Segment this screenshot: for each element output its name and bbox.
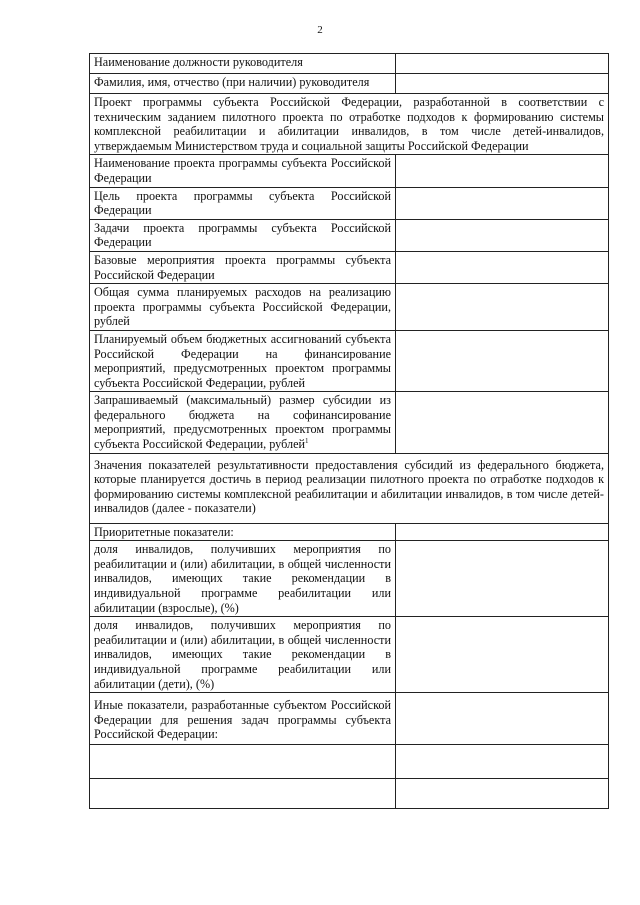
adults-indicator-label: доля инвалидов, получивших мероприятия по реабилитации и (или) абилитации, в общей численности инвалидов, имеющих такие рекомендации в индивидуальной программе реабилитации или абилитации (взрослые), (%): [90, 541, 396, 617]
program-goal-label: Цель проекта программы субъекта Российской Федерации: [90, 187, 396, 219]
subsidy-request-text: Запрашиваемый (максимальный) размер субсидии из федерального бюджета на софинансирование мероприятий, предусмотренных проектом программы субъекта Российской Федерации, рублей: [94, 393, 391, 452]
budget-allocations-label: Планируемый объем бюджетных ассигнований субъекта Российской Федерации на финансирование мероприятий, предусмотренных проектом программы субъекта Российской Федерации, рублей: [90, 330, 396, 391]
table-row: [90, 693, 609, 745]
table-row: [90, 392, 609, 453]
base-activities-field[interactable]: [396, 251, 609, 283]
total-expenses-field[interactable]: [396, 284, 609, 331]
table-row: [90, 779, 609, 809]
subsidy-request-field[interactable]: [396, 392, 609, 453]
table-row: [90, 453, 609, 523]
head-fullname-label: Фамилия, имя, отчество (при наличии) руководителя: [90, 74, 396, 94]
children-indicator-field[interactable]: [396, 617, 609, 693]
table-row: [90, 523, 609, 541]
page-number: 2: [317, 24, 323, 36]
program-section-header: Проект программы субъекта Российской Федерации, разработанной в соответствии с техническим заданием пилотного проекта по отработке подходов к формированию системы комплексной реабилитации и абилитации инвалидов, в том числе детей-инвалидов, утверждаемым Министерством труда и социальной защиты Российской Федерации: [90, 94, 609, 155]
priority-indicators-field[interactable]: [396, 523, 609, 541]
table-row: [90, 219, 609, 251]
table-row: [90, 541, 609, 617]
base-activities-label: Базовые мероприятия проекта программы субъекта Российской Федерации: [90, 251, 396, 283]
head-position-label: Наименование должности руководителя: [90, 54, 396, 74]
total-expenses-label: Общая сумма планируемых расходов на реализацию проекта программы субъекта Российской Федерации, рублей: [90, 284, 396, 331]
table-row: [90, 745, 609, 779]
footnote-marker: 1: [305, 437, 309, 445]
table-row: [90, 617, 609, 693]
children-indicator-label: доля инвалидов, получивших мероприятия по реабилитации и (или) абилитации, в общей численности инвалидов, имеющих такие рекомендации в индивидуальной программе реабилитации или абилитации (дети), (%): [90, 617, 396, 693]
other-indicators-label: Иные показатели, разработанные субъектом Российской Федерации для решения задач программы субъекта Российской Федерации:: [90, 693, 396, 745]
budget-allocations-field[interactable]: [396, 330, 609, 391]
indicators-section-header: Значения показателей результативности предоставления субсидий из федерального бюджета, которые планируется достичь в период реализации пилотного проекта по отработке подходов к формированию системы комплексной реабилитации и абилитации инвалидов, в том числе детей-инвалидов (далее - показатели): [90, 453, 609, 523]
table-row: [90, 74, 609, 94]
table-row: [90, 54, 609, 74]
subsidy-request-label: [90, 392, 396, 453]
table-row: [90, 94, 609, 155]
program-tasks-label: Задачи проекта программы субъекта Российской Федерации: [90, 219, 396, 251]
program-name-field[interactable]: [396, 155, 609, 187]
table-row: [90, 251, 609, 283]
table-row: [90, 155, 609, 187]
program-name-label: Наименование проекта программы субъекта Российской Федерации: [90, 155, 396, 187]
blank-indicator-label[interactable]: [90, 745, 396, 779]
table-row: [90, 330, 609, 391]
head-position-field[interactable]: [396, 54, 609, 74]
application-form-table: [89, 53, 609, 809]
blank-indicator-field[interactable]: [396, 745, 609, 779]
head-fullname-field[interactable]: [396, 74, 609, 94]
program-goal-field[interactable]: [396, 187, 609, 219]
priority-indicators-label: Приоритетные показатели:: [90, 523, 396, 541]
table-row: [90, 187, 609, 219]
blank-indicator-label[interactable]: [90, 779, 396, 809]
adults-indicator-field[interactable]: [396, 541, 609, 617]
table-row: [90, 284, 609, 331]
other-indicators-field[interactable]: [396, 693, 609, 745]
blank-indicator-field[interactable]: [396, 779, 609, 809]
program-tasks-field[interactable]: [396, 219, 609, 251]
